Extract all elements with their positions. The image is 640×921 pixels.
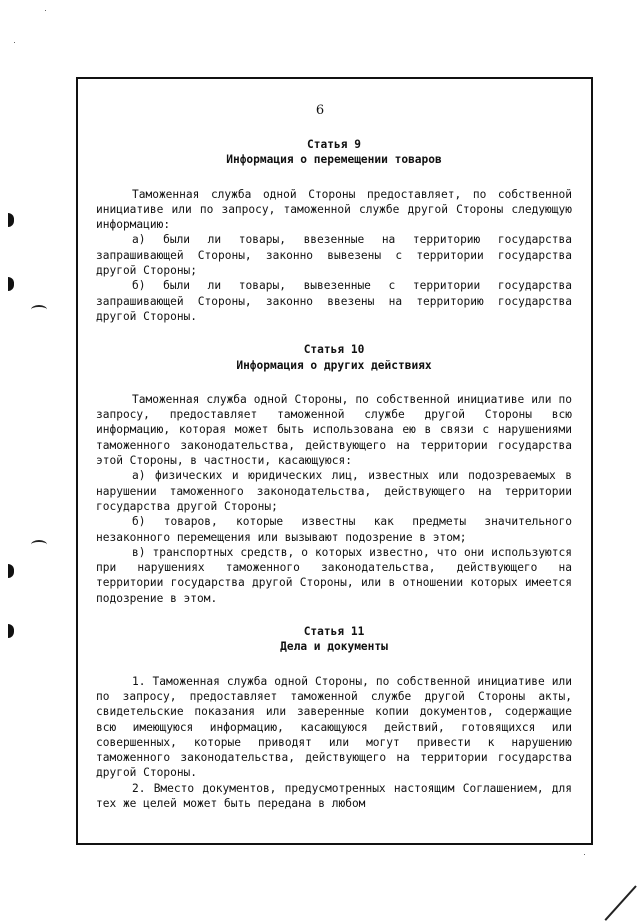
article-10-item-a: а) физических и юридических лиц, известных или подозреваемых в нарушении таможенного законодательства, действующего на территории государства другой Стороны;	[96, 469, 572, 513]
article-11-paragraph-2: 2. Вместо документов, предусмотренных настоящим Соглашением, для тех же целей может быть передана в любом	[96, 781, 572, 810]
binding-mark-3	[8, 564, 14, 578]
document-content	[96, 137, 572, 811]
scan-dot-2	[45, 10, 46, 11]
binding-curve-1	[31, 305, 47, 314]
article-10-item-c: в) транспортных средств, о которых известно, что они используются при нарушениях таможенного законодательства, действующего на территории государства другой Стороны, или в отношении которых имеется подозрение в этом.	[96, 545, 572, 605]
article-11-title: Статья 11	[303, 625, 365, 639]
article-11-subtitle: Дела и документы	[280, 640, 388, 654]
binding-mark-4	[8, 624, 14, 638]
article-9-paragraph-1: Таможенная служба одной Стороны предоставляет, по собственной инициативе или по запросу, таможенной службе другой Стороны следующую информацию:	[96, 187, 572, 232]
binding-mark-1	[8, 213, 14, 227]
binding-curve-2	[31, 540, 47, 549]
scan-dot-1	[14, 42, 15, 43]
binding-mark-2	[8, 277, 14, 291]
page-number: 6	[315, 103, 325, 118]
article-9-item-a: а) были ли товары, ввезенные на территорию государства запрашивающей Стороны, законно вывезены с территории государства другой Стороны;	[96, 233, 572, 278]
article-9-title: Статья 9	[307, 138, 361, 151]
article-10-subtitle: Информация о других действиях	[236, 358, 432, 372]
scan-dot-3	[584, 854, 585, 855]
article-9-subtitle: Информация о перемещении товаров	[226, 153, 442, 167]
scan-corner-line	[604, 885, 636, 921]
article-10-title: Статья 10	[303, 343, 365, 357]
article-10-paragraph-1: Таможенная служба одной Стороны, по собственной инициативе или по запросу, предоставляет таможенной службе другой Стороны всю информацию, которая может быть использована ею в связи с нарушениями таможенного законодательства, действующего на территории государства этой Стороны, в частности, касающуюся:	[96, 392, 572, 468]
article-9-item-b: б) были ли товары, вывезенные с территории государства запрашивающей Стороны, законно ввезены на территорию государства другой Стороны.	[96, 279, 572, 323]
article-11-paragraph-1: 1. Таможенная служба одной Стороны, по собственной инициативе или по запросу, предоставляет таможенной службе другой Стороны акты, свидетельские показания или заверенные копии документов, содержащие всю имеющуюся информацию, касающуюся действий, готовящихся или совершенных, которые приводят или могут привести к нарушению таможенного законодательства, действующего на территории государства другой Стороны.	[96, 674, 572, 780]
article-10-item-b: б) товаров, которые известны как предметы значительного незаконного перемещения или вызывают подозрение в этом;	[96, 515, 572, 544]
